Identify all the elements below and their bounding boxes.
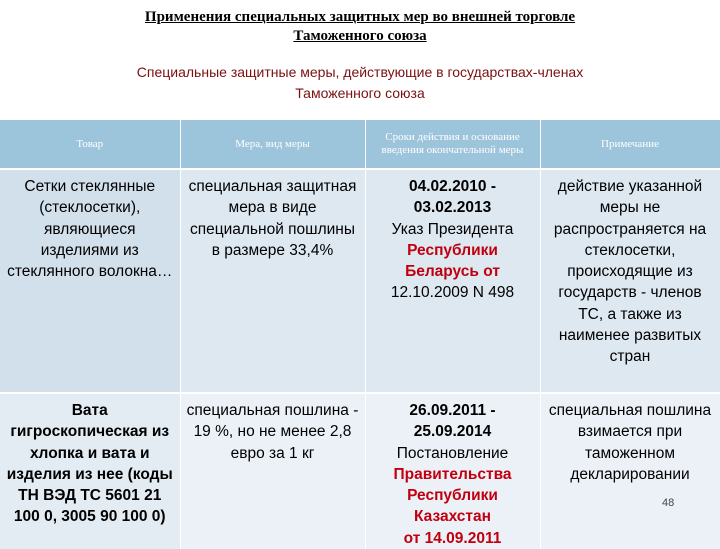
term-basis: Постановление (396, 444, 509, 462)
column-header-measure: Мера, вид меры (180, 120, 365, 169)
cell-term (365, 393, 540, 549)
measures-table (0, 120, 720, 549)
page-number: 48 (662, 497, 675, 509)
term-authority: Правительства Республики Казахстан (393, 465, 512, 526)
subtitle-line-1: Специальные защитные меры, действующие в государствах-членах (136, 64, 584, 80)
page-title (0, 8, 720, 46)
title-line-1: Применения специальных защитных мер во внешней торговле (144, 9, 576, 25)
term-dates: 26.09.2011 - 25.09.2014 (409, 402, 496, 441)
subtitle-line-2: Таможенного союза (295, 85, 425, 101)
cell-measure: специальная пошлина - 19 %, но не менее 2,8 евро за 1 кг (180, 393, 365, 549)
term-authority: Республики Беларусь от (405, 241, 500, 281)
column-header-product: Товар (0, 120, 180, 169)
cell-note: специальная пошлина взимается при таможенном декларировании (540, 393, 720, 549)
cell-term (365, 169, 540, 393)
term-dates: 04.02.2010 - 03.02.2013 (408, 178, 497, 217)
column-header-term: Сроки действия и основание введения окончательной меры (365, 120, 540, 169)
term-basis: Указ Президента (391, 220, 514, 238)
term-doc-date: 12.10.2009 N 498 (390, 284, 515, 302)
cell-product: Сетки стеклянные (стеклосетки), являющиеся изделиями из стеклянного волокна… (0, 169, 180, 393)
table-row (0, 393, 720, 549)
title-line-2: Таможенного союза (293, 28, 427, 44)
cell-product: Вата гигроскопическая из хлопка и вата и изделия из нее (коды ТН ВЭД ТС 5601 21 100 0, 3005 90 100 0) (0, 393, 180, 549)
cell-measure: специальная защитная мера в виде специальной пошлины в размере 33,4% (180, 169, 365, 393)
table-header-row (0, 120, 720, 169)
table-row (0, 169, 720, 393)
term-doc-date: от 14.09.2011 (403, 529, 502, 547)
page-subtitle (0, 62, 720, 104)
column-header-note: Примечание (540, 120, 720, 169)
cell-note: действие указанной меры не распространяется на стеклосетки, происходящие из государств - членов ТС, а также из наименее развитых стран (540, 169, 720, 393)
